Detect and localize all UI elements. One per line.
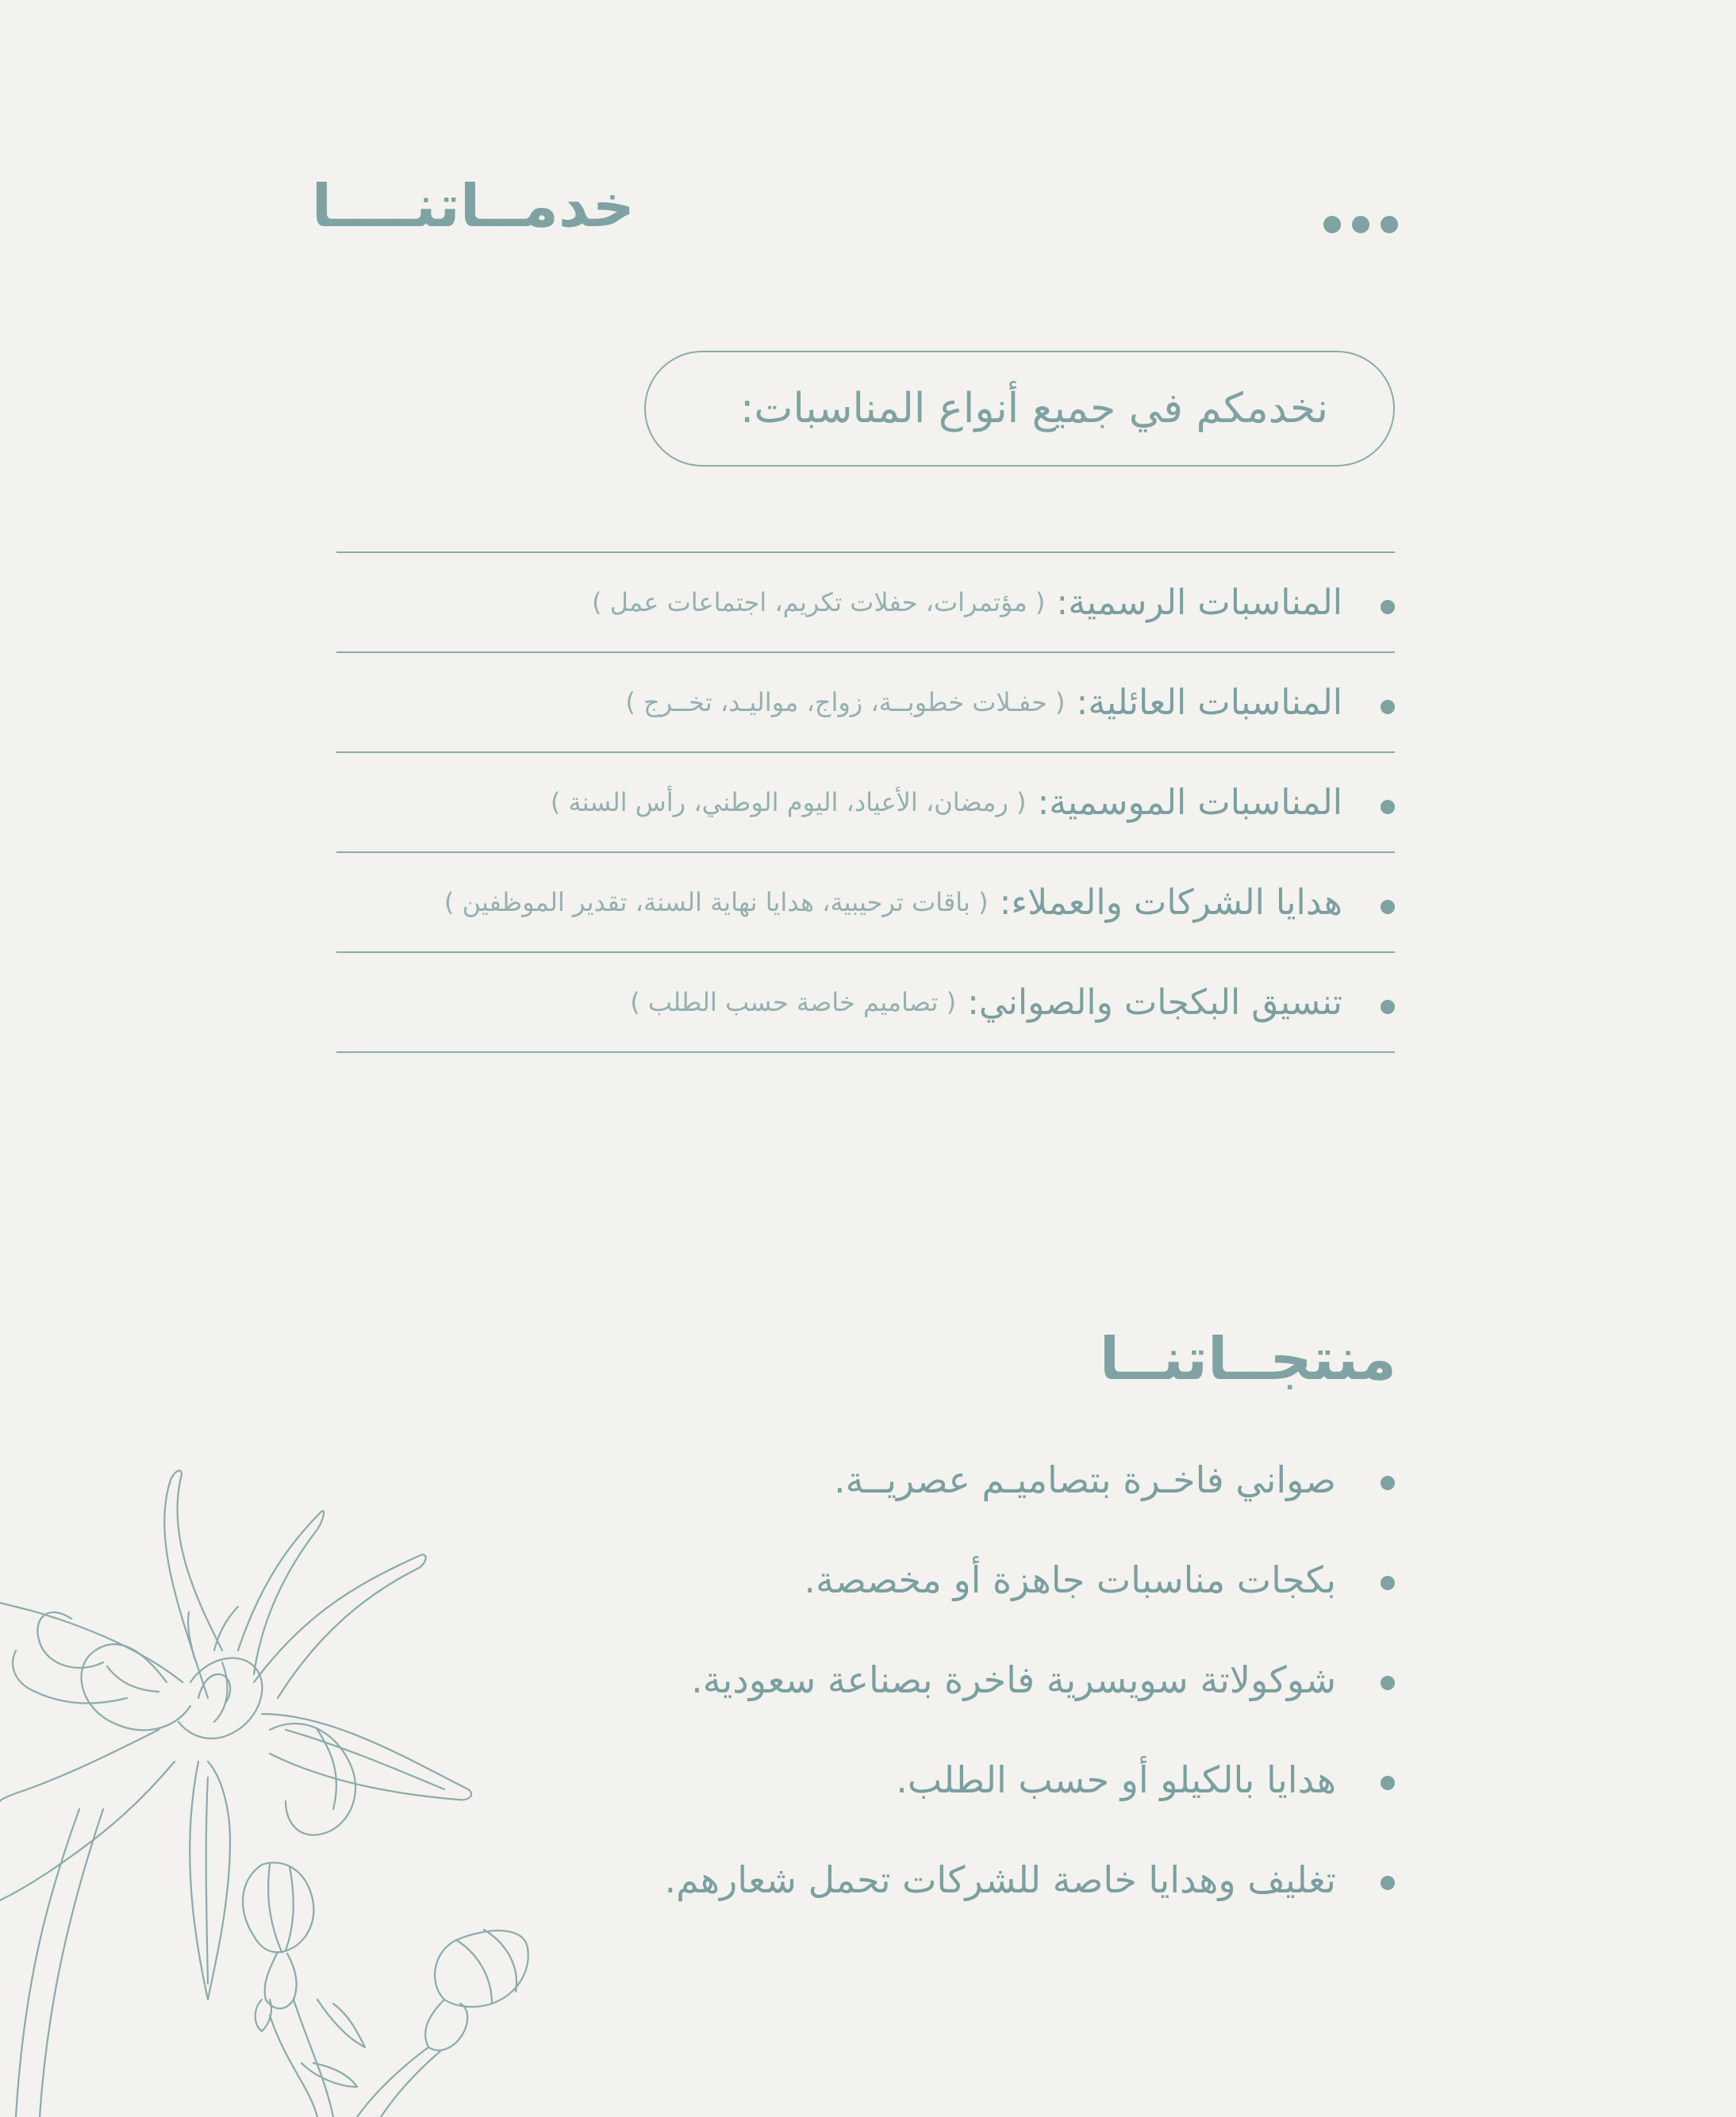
services-intro-text: نخدمكم في جميع أنواع المناسبات: bbox=[739, 385, 1328, 432]
bullet-icon bbox=[1381, 1476, 1395, 1490]
product-text: شوكولاتة سويسرية فاخرة بصناعة سعودية. bbox=[691, 1658, 1336, 1701]
product-item bbox=[603, 1758, 1395, 1858]
occasion-detail: ( حفـلات خطوبــة، زواج، مواليـد، تخــرج ) bbox=[625, 687, 1066, 717]
product-item bbox=[603, 1558, 1395, 1658]
occasion-row bbox=[336, 951, 1395, 1053]
bullet-icon bbox=[1381, 1576, 1395, 1590]
occasion-row bbox=[336, 551, 1395, 651]
occasion-title: المناسبات الرسمية: bbox=[1056, 582, 1342, 623]
occasion-detail: ( باقات ترحيبية، هدايا نهاية السنة، تقدير الموظفين ) bbox=[444, 887, 989, 917]
occasion-title: المناسبات العائلية: bbox=[1076, 682, 1342, 723]
product-text: تغليف وهدايا خاصة للشركات تحمل شعارهم. bbox=[664, 1858, 1336, 1901]
occasion-title: المناسبات الموسمية: bbox=[1037, 782, 1342, 823]
occasion-row bbox=[336, 851, 1395, 951]
product-item bbox=[603, 1658, 1395, 1758]
product-item bbox=[603, 1858, 1395, 1958]
product-item bbox=[603, 1458, 1395, 1558]
bullet-icon bbox=[1381, 1000, 1395, 1014]
product-text: صواني فاخـرة بتصاميـم عصريــة. bbox=[834, 1458, 1336, 1501]
occasion-detail: ( تصاميم خاصة حسب الطلب ) bbox=[630, 987, 957, 1017]
product-text: بكجات مناسبات جاهزة أو مخصصة. bbox=[804, 1558, 1336, 1601]
products-list bbox=[603, 1458, 1395, 1958]
occasion-title: تنسيق البكجات والصواني: bbox=[967, 982, 1342, 1023]
bullet-icon bbox=[1381, 1776, 1395, 1790]
occasion-detail: ( مؤتمرات، حفلات تكريم، اجتماعات عمل ) bbox=[591, 587, 1046, 617]
bullet-icon bbox=[1381, 1876, 1395, 1890]
services-title: خدمــاتنــــا bbox=[311, 172, 635, 240]
occasion-title: هدايا الشركات والعملاء: bbox=[999, 882, 1342, 923]
bullet-icon bbox=[1381, 1676, 1395, 1690]
occasion-row bbox=[336, 751, 1395, 851]
occasion-row bbox=[336, 651, 1395, 751]
lily-flower-illustration bbox=[0, 1206, 555, 2117]
services-intro-pill bbox=[644, 351, 1395, 467]
more-dots-icon[interactable] bbox=[1323, 216, 1398, 233]
bullet-icon bbox=[1381, 800, 1395, 814]
occasions-list bbox=[336, 551, 1395, 1053]
product-text: هدايا بالكيلو أو حسب الطلب. bbox=[896, 1758, 1336, 1801]
bullet-icon bbox=[1381, 700, 1395, 714]
products-title: منتجــاتنــا bbox=[1099, 1325, 1396, 1393]
occasion-detail: ( رمضان، الأعياد، اليوم الوطني، رأس السنة ) bbox=[550, 787, 1027, 817]
bullet-icon bbox=[1381, 900, 1395, 914]
bullet-icon bbox=[1381, 600, 1395, 614]
